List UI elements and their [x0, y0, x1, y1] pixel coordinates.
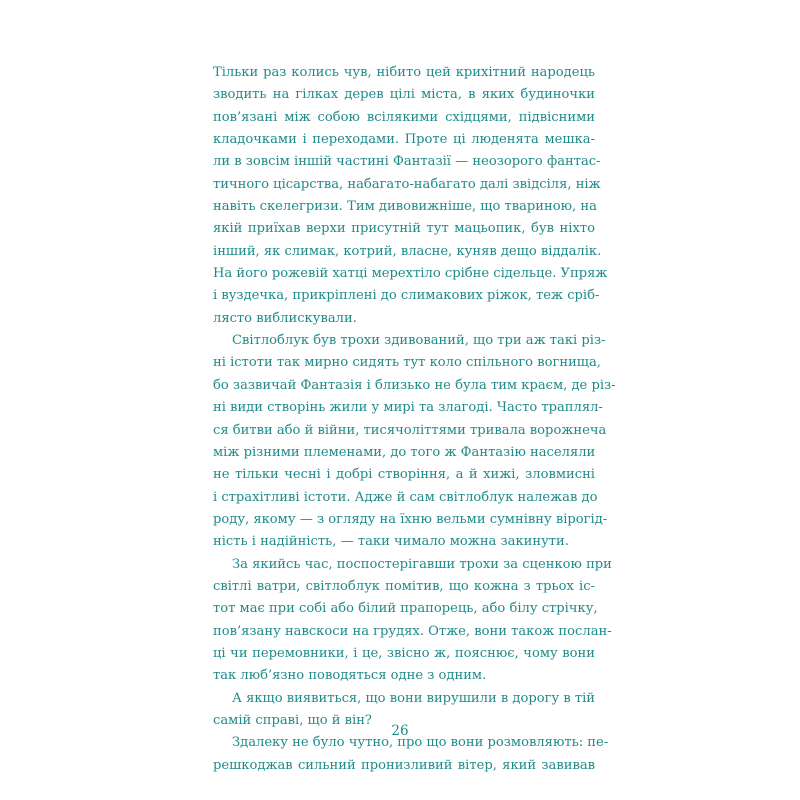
text-line: А якщо виявиться, що вони вирушили в дорогу в тій [232, 690, 596, 706]
text-line: На його рожевій хатці мерехтіло срібне сідельце. Упряж [213, 266, 608, 282]
text-line: якій приїхав верхи присутній тут мацьопик, був ніхто [213, 221, 595, 237]
text-line: пов’язану навскоси на грудях. Отже, вони також послан- [213, 623, 612, 639]
text-line: ні види створінь жили у мирі та злагоді. Часто траплял- [213, 400, 603, 416]
text-line: тот має при собі або білий прапорець, або білу стрічку, [213, 601, 598, 617]
paragraph [213, 330, 616, 553]
text-line: навіть скелегризи. Тим дивовижніше, що твариною, на [213, 199, 597, 215]
text-line: Тільки раз колись чув, нібито цей крихітний народець [213, 65, 595, 80]
text-line: Здалеку не було чутно, про що вони розмовляють: пе- [232, 735, 609, 751]
text-line: зводить на гілках дерев цілі міста, в яких будиночки [213, 87, 595, 103]
text-line: і страхітливі істоти. Адже й сам світлоблук належав до [213, 489, 598, 505]
text-line: світлі ватри, світлоблук помітив, що кожна з трьох іс- [213, 578, 595, 594]
text-line: Світлоблук був трохи здивований, що три аж такі різ- [232, 333, 606, 349]
text-line: ні істоти так мирно сидять тут коло спільного вогнища, [213, 355, 601, 371]
text-line: інший, як слимак, котрий, власне, куняв дещо віддалік. [213, 243, 602, 259]
text-line: не тільки чесні і добрі створіння, а й хижі, зловмисні [213, 467, 595, 483]
body-text [213, 62, 616, 777]
text-line: За якийсь час, поспостерігавши трохи за сценкою при [232, 556, 612, 572]
text-line: решкоджав сильний пронизливий вітер, який завивав [213, 757, 595, 773]
paragraph [213, 554, 612, 688]
text-line: роду, якому — з огляду на їхню вельми сумнівну вірогід- [213, 511, 608, 527]
text-line: бо зазвичай Фантазія і близько не була тим краєм, де різ- [213, 377, 616, 393]
page-number: 26 [391, 723, 409, 739]
text-line: пов’язані між собою всілякими східцями, підвісними [213, 109, 595, 125]
text-line: самій справі, що й він? [213, 712, 372, 728]
text-line: ли в зовсім іншій частині Фантазії — неозорого фантас- [213, 154, 601, 170]
text-line: тичного цісарства, набагато-набагато далі звідсіля, ніж [213, 176, 601, 192]
paragraph [213, 62, 608, 330]
text-line: ці чи перемовники, і це, звісно ж, пояснює, чому вони [213, 645, 595, 661]
text-line: між різними племенами, до того ж Фантазію населяли [213, 444, 596, 460]
text-line: лясто виблискували. [213, 310, 357, 326]
text-line: кладочками і переходами. Проте ці люденята мешка- [213, 132, 595, 148]
text-line: ся битви або й війни, тисячоліттями тривала ворожнеча [213, 422, 607, 438]
text-line: ність і надійність, — таки чимало можна закинути. [213, 534, 569, 550]
text-line: і вуздечка, прикріплені до слимакових ріжок, теж сріб- [213, 288, 600, 304]
text-line: так люб’язно поводяться одне з одним. [213, 668, 487, 684]
paragraph [213, 732, 609, 777]
